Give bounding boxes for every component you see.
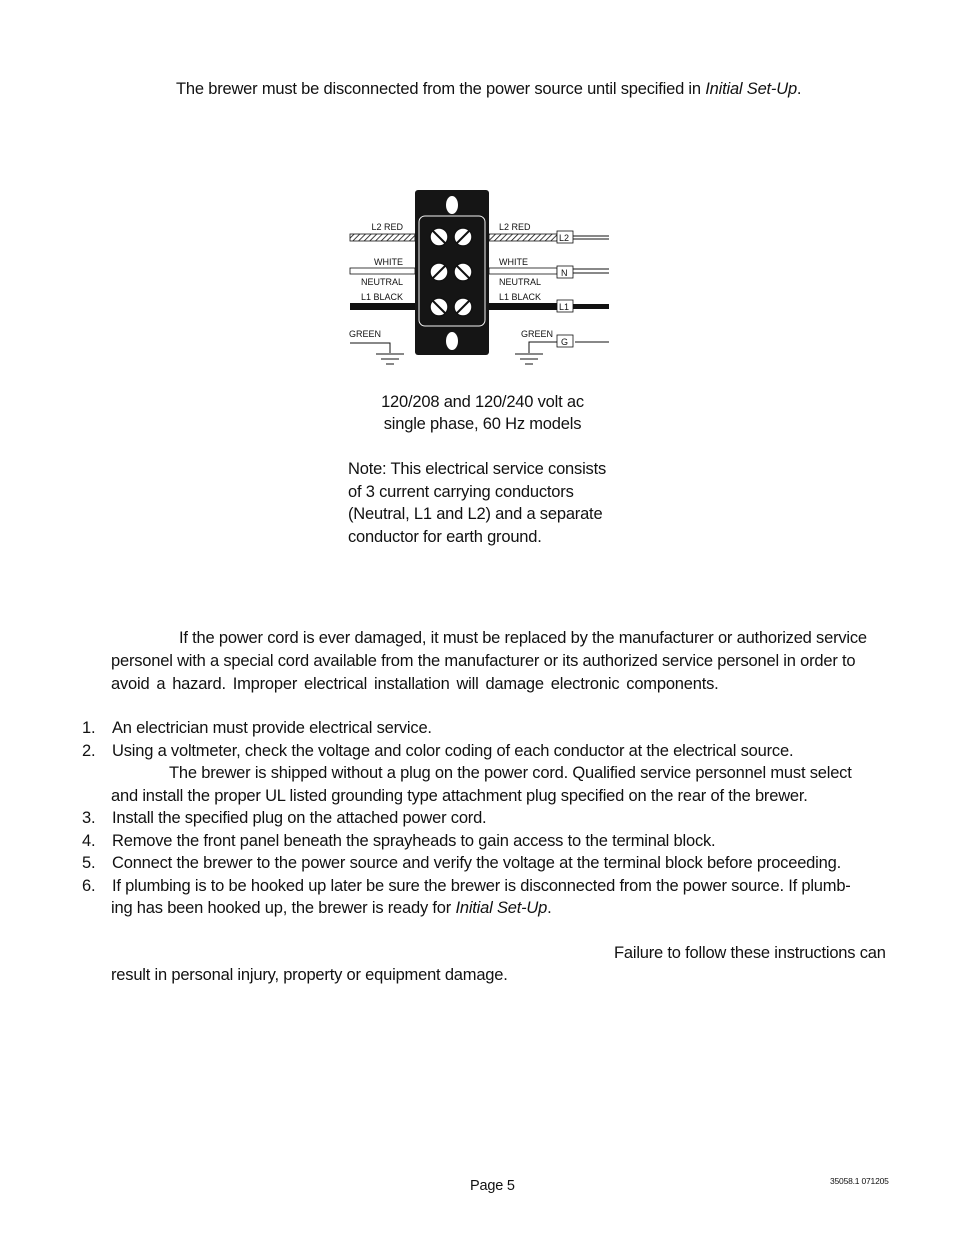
note-line-4: conductor for earth ground. — [348, 528, 542, 546]
step-text: Install the specified plug on the attached power cord. — [112, 809, 487, 827]
screw-icon-l1-left — [430, 298, 448, 316]
step-text: An electrician must provide electrical service. — [112, 719, 432, 737]
label-left-green: GREEN — [349, 329, 382, 339]
wire-left-neutral — [350, 268, 415, 274]
step-6-text: ing has been hooked up, the brewer is ready for — [111, 899, 456, 917]
step-6-end: . — [547, 899, 552, 917]
screw-icon-l2-right — [454, 228, 472, 246]
caution-line-1: Failure to follow these instructions can — [614, 944, 886, 962]
step-6-ref: Initial Set-Up — [455, 899, 548, 917]
step-text: Connect the brewer to the power source and verify the voltage at the terminal block before proceeding. — [112, 854, 841, 872]
intro-ref: Initial Set-Up — [705, 80, 797, 98]
label-left-l2-red: L2 RED — [371, 222, 403, 232]
screw-icon-n-left — [430, 263, 448, 281]
tag-l2: L2 — [559, 233, 570, 243]
wire-left-l2 — [350, 234, 415, 241]
wire-right-l1 — [489, 303, 557, 310]
label-right-white: WHITE — [499, 257, 528, 267]
step-number: 3. — [82, 809, 96, 827]
plug-note-line-2: and install the proper UL listed grounding type attachment plug specified on the rear of the brewer. — [111, 787, 808, 805]
intro-text: The brewer must be disconnected from the power source until specified in — [176, 80, 706, 98]
label-right-neutral: NEUTRAL — [499, 277, 542, 287]
diagram-caption-line-1: 120/208 and 120/240 volt ac — [381, 393, 584, 411]
label-right-l2-red: L2 RED — [499, 222, 531, 232]
label-left-l1-black: L1 BLACK — [360, 292, 403, 302]
intro-paragraph — [176, 78, 801, 101]
cord-warning-line-3: avoid a hazard. Improper electrical installation will damage electronic components. — [111, 675, 719, 693]
screw-icon-n-right — [454, 263, 472, 281]
step-text: If plumbing is to be hooked up later be sure the brewer is disconnected from the power source. If plumb- — [112, 877, 851, 895]
label-right-l1-black: L1 BLACK — [499, 292, 542, 302]
wire-right-neutral — [489, 268, 557, 274]
diagram-caption-line-2: single phase, 60 Hz models — [383, 415, 582, 433]
wire-left-l1 — [350, 303, 415, 310]
screw-icon-l1-right — [454, 298, 472, 316]
tag-l1: L1 — [559, 302, 570, 312]
page-number: Page 5 — [470, 1178, 515, 1194]
label-left-neutral: NEUTRAL — [360, 277, 403, 287]
ground-icon-left — [350, 343, 404, 364]
note-line-2: of 3 current carrying conductors — [348, 483, 574, 501]
tag-g: G — [561, 337, 569, 347]
mount-hole-top — [446, 196, 458, 214]
tag-n: N — [561, 268, 568, 278]
step-6-line-2 — [111, 897, 552, 920]
step-number: 2. — [82, 742, 96, 760]
note-line-3: (Neutral, L1 and L2) and a separate — [348, 505, 603, 523]
step-number: 1. — [82, 719, 96, 737]
step-number: 6. — [82, 877, 96, 895]
label-left-white: WHITE — [374, 257, 403, 267]
terminal-plate — [419, 216, 485, 326]
cord-warning-line-1: If the power cord is ever damaged, it must be replaced by the manufacturer or authorized service — [179, 629, 867, 647]
step-number: 4. — [82, 832, 96, 850]
ground-icon-right — [515, 342, 557, 364]
document-code: 35058.1 071205 — [830, 1176, 889, 1186]
screw-icon-l2-left — [430, 228, 448, 246]
mount-hole-bottom — [446, 332, 458, 350]
step-number: 5. — [82, 854, 96, 872]
step-text: Remove the front panel beneath the sprayheads to gain access to the terminal block. — [112, 832, 716, 850]
wire-right-l2 — [489, 234, 557, 241]
caution-line-2: result in personal injury, property or equipment damage. — [111, 966, 508, 984]
label-right-green: GREEN — [520, 329, 553, 339]
intro-end: . — [796, 80, 802, 98]
step-text: Using a voltmeter, check the voltage and color coding of each conductor at the electrical source. — [112, 742, 794, 760]
wiring-diagram — [345, 186, 615, 376]
cord-warning-line-2: personel with a special cord available from the manufacturer or its authorized service personel in order to — [111, 652, 856, 670]
note-line-1: Note: This electrical service consists — [348, 460, 607, 478]
plug-note-line-1: The brewer is shipped without a plug on the power cord. Qualified service personnel must select — [169, 764, 852, 782]
